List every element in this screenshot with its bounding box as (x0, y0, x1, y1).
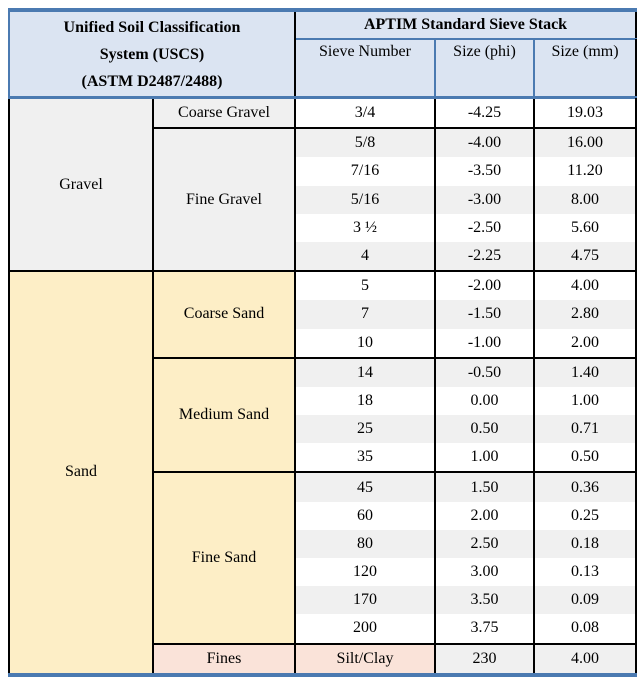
mm-cell: 0.08 (534, 614, 636, 643)
phi-cell: -2.00 (435, 271, 534, 300)
sieve-cell: 170 (295, 586, 435, 614)
phi-cell: 0.50 (435, 415, 534, 443)
mm-cell: 1.00 (534, 387, 636, 415)
sieve-cell: 4 (295, 242, 435, 271)
sieve-cell: 200 (295, 614, 435, 643)
subcategory-cell-coarse-sand: Coarse Sand (153, 271, 295, 358)
sieve-cell: 14 (295, 358, 435, 387)
table-body (9, 98, 636, 675)
phi-cell: 3.50 (435, 586, 534, 614)
sieve-cell: 5/8 (295, 128, 435, 157)
mm-cell: 0.36 (534, 472, 636, 501)
category-cell-fines: Fines (153, 644, 295, 675)
sieve-cell: 120 (295, 558, 435, 586)
uscs-sieve-table (8, 8, 637, 677)
phi-cell: -3.50 (435, 157, 534, 185)
phi-cell: -4.00 (435, 128, 534, 157)
phi-cell: -4.25 (435, 98, 534, 129)
sieve-cell: 5 (295, 271, 435, 300)
mm-cell: 4.00 (534, 271, 636, 300)
sieve-cell: 3/4 (295, 98, 435, 129)
phi-cell: 1.50 (435, 472, 534, 501)
subcategory-cell-coarse-gravel: Coarse Gravel (153, 98, 295, 129)
uscs-title (9, 10, 295, 98)
subcategory-cell-fine-gravel: Fine Gravel (153, 128, 295, 271)
column-header-sieve-number: Sieve Number (295, 39, 435, 98)
sieve-cell: 35 (295, 443, 435, 472)
mm-cell: 1.40 (534, 358, 636, 387)
sieve-cell: 5/16 (295, 186, 435, 214)
phi-cell: -3.00 (435, 186, 534, 214)
sieve-cell: 7 (295, 300, 435, 328)
category-cell-sand: Sand (9, 271, 153, 675)
subcategory-cell-fine-sand: Fine Sand (153, 472, 295, 643)
uscs-title-line-2: System (USCS) (99, 45, 205, 63)
mm-cell: 0.25 (534, 502, 636, 530)
mm-cell: 0.18 (534, 530, 636, 558)
phi-cell: -1.00 (435, 329, 534, 358)
header-row-titles (9, 10, 636, 39)
mm-cell: 5.60 (534, 214, 636, 242)
mm-cell: 0.13 (534, 558, 636, 586)
mm-cell: 2.80 (534, 300, 636, 328)
sieve-cell: 7/16 (295, 157, 435, 185)
phi-cell: 1.00 (435, 443, 534, 472)
column-header-size-phi: Size (phi) (435, 39, 534, 98)
sieve-cell: 18 (295, 387, 435, 415)
uscs-title-line-3: (ASTM D2487/2488) (81, 72, 223, 90)
uscs-title-line-1: Unified Soil Classification (63, 18, 241, 36)
mm-cell: 19.03 (534, 98, 636, 129)
phi-cell: 2.00 (435, 502, 534, 530)
sieve-cell: 230 (435, 644, 534, 675)
phi-cell: 2.50 (435, 530, 534, 558)
subcategory-cell-silt-clay: Silt/Clay (295, 644, 435, 675)
category-cell-gravel: Gravel (9, 98, 153, 272)
phi-cell: -1.50 (435, 300, 534, 328)
phi-cell: 0.00 (435, 387, 534, 415)
sieve-cell: 3 ½ (295, 214, 435, 242)
table-header (9, 10, 636, 98)
mm-cell: 0.50 (534, 443, 636, 472)
mm-cell: 0.71 (534, 415, 636, 443)
phi-cell: -2.50 (435, 214, 534, 242)
mm-cell: 8.00 (534, 186, 636, 214)
sieve-cell: 25 (295, 415, 435, 443)
mm-cell: 16.00 (534, 128, 636, 157)
mm-cell: 11.20 (534, 157, 636, 185)
sieve-cell: 45 (295, 472, 435, 501)
sieve-cell: 60 (295, 502, 435, 530)
phi-cell: 4.00 (534, 644, 636, 675)
table-row (9, 98, 636, 129)
mm-cell: 4.75 (534, 242, 636, 271)
phi-cell: 3.75 (435, 614, 534, 643)
phi-cell: -2.25 (435, 242, 534, 271)
subcategory-cell-medium-sand: Medium Sand (153, 358, 295, 473)
phi-cell: 3.00 (435, 558, 534, 586)
phi-cell: -0.50 (435, 358, 534, 387)
sieve-cell: 80 (295, 530, 435, 558)
mm-cell: 2.00 (534, 329, 636, 358)
table-row (9, 271, 636, 300)
aptim-title: APTIM Standard Sieve Stack (295, 10, 636, 39)
sieve-cell: 10 (295, 329, 435, 358)
column-header-size-mm: Size (mm) (534, 39, 636, 98)
mm-cell: 0.09 (534, 586, 636, 614)
